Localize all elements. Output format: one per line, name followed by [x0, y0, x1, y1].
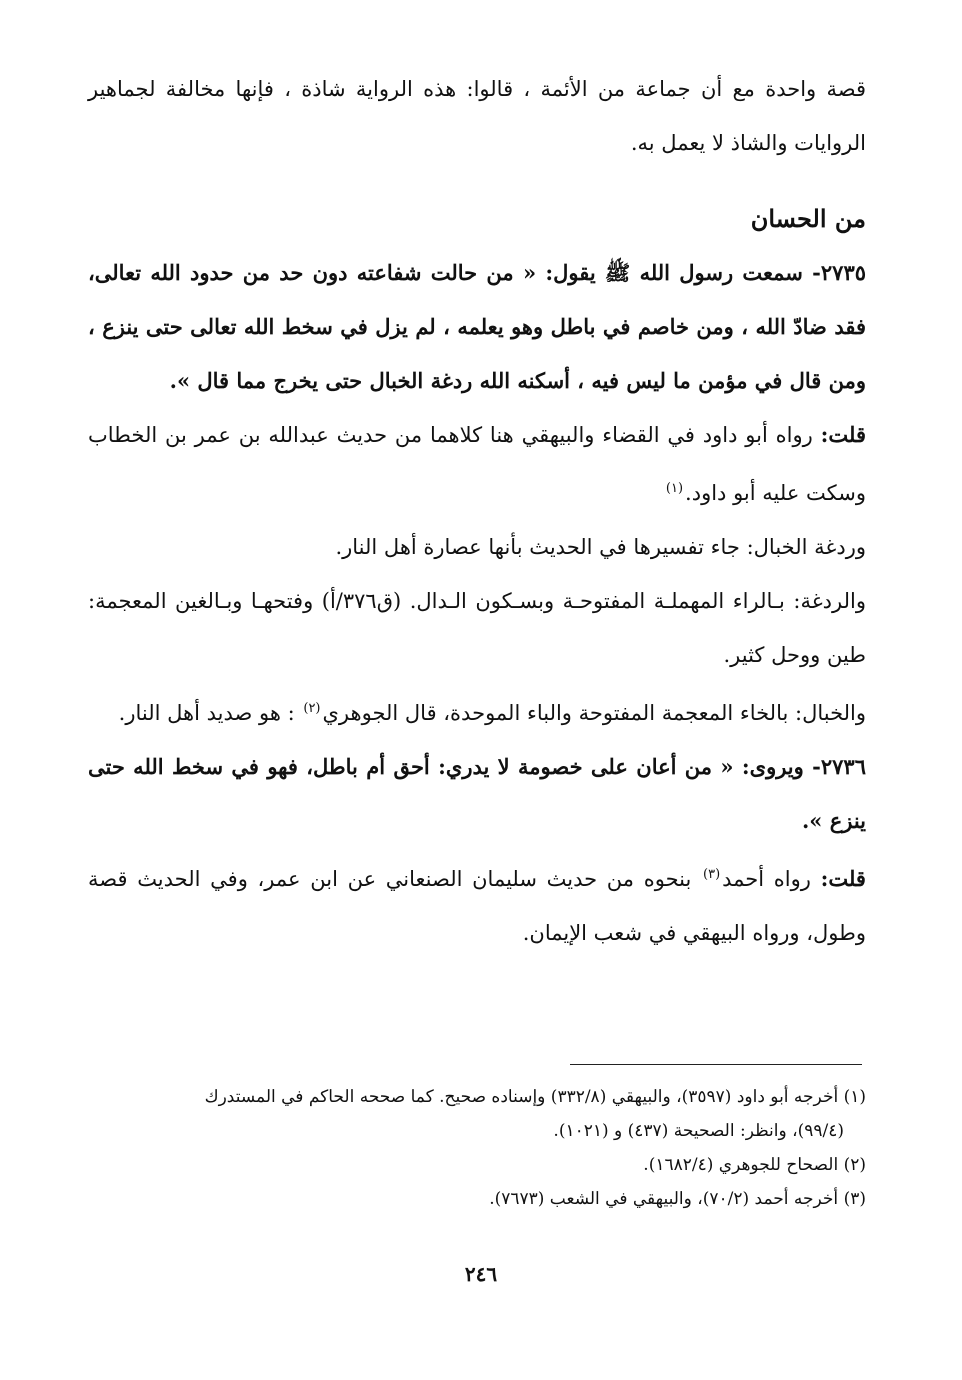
comment-2735 — [88, 408, 866, 520]
footnote-text: أخرجه أحمد (٧٠/٢)، والبيهقي في الشعب (٧٦٧٣). — [489, 1189, 839, 1209]
footnote-text: أخرجه أبو داود (٣٥٩٧)، والبيهقي (٣٣٢/٨) وإسناده صحيح. كما صححه الحاكم في المستدرك — [204, 1087, 839, 1107]
note-khabal-definition: : هو صديد أهل النار. — [118, 701, 295, 725]
page-number: ٢٤٦ — [464, 1262, 498, 1286]
footnote-marker: (٢) — [843, 1155, 866, 1175]
note-radgha-alkhabal: وردغة الخبال: جاء تفسيرها في الحديث بأنها عصارة أهل النار. — [335, 535, 866, 559]
comment-text: رواه أبو داود في القضاء والبيهقي هنا كلاهما من حديث عبدالله بن عمر بن الخطاب وسكت عليه أبو داود. — [88, 423, 866, 505]
hadith-text: ويروى: « من أعان على خصومة لا يدري: أحق أم باطل، فهو في سخط الله حتى ينزع ». — [88, 754, 866, 833]
comment-label: قلت: — [820, 866, 866, 891]
hadith-2736 — [88, 740, 866, 848]
hadith-2735 — [88, 246, 866, 408]
page-body — [88, 62, 866, 960]
footnote-1 — [88, 1080, 866, 1114]
comment-text-rest: بنحوه من حديث سليمان الصنعاني عن ابن عمر، وفي الحديث قصة وطول، ورواه البيهقي في شعب الإيمان. — [88, 867, 866, 945]
footnote-3 — [88, 1182, 866, 1216]
comment-2736 — [88, 848, 866, 960]
note-khabal-text: والخبال: بالخاء المعجمة المفتوحة والباء الموحدة، قال الجوهري — [322, 701, 866, 725]
hadith-text: سمعت رسول الله ﷺ يقول: « من حالت شفاعته دون حد من حدود الله تعالى، فقد ضادّ الله ، ومن خاصم في باطل وهو يعلمه ، لم يزل في سخط الله تعالى حتى ينزع ، ومن قال في مؤمن ما ليس فيه ، أسكنه الله ردغة الخبال حتى يخرج مما قال ». — [88, 260, 866, 393]
intro-paragraph: قصة واحدة مع أن جماعة من الأئمة ، قالوا: هذه الرواية شاذة ، فإنها مخالفة لجماهير الروايات والشاذ لا يعمل به. — [88, 77, 866, 155]
footnotes — [88, 1080, 866, 1216]
hadith-number: ٢٧٣٦- — [812, 754, 866, 779]
footnote-marker-1: (١) — [665, 481, 684, 496]
footnote-marker: (٣) — [843, 1189, 866, 1209]
footnote-marker-3: (٣) — [703, 867, 721, 882]
comment-text-start: رواه أحمد — [722, 867, 811, 891]
note-alkhabal — [88, 682, 866, 740]
footnote-marker: (١) — [843, 1087, 866, 1107]
note-alradgha: والردغة: بـالراء المهملـة المفتوحـة وبسـكون الـدال. (ق٣٧٦/أ) وفتحهـا وبـالغين المعجمة: طين ووحل كثير. — [88, 589, 866, 667]
comment-label: قلت: — [820, 422, 866, 447]
footnote-2 — [88, 1148, 866, 1182]
footnote-marker-2: (٢) — [303, 701, 321, 716]
hadith-number: ٢٧٣٥- — [812, 260, 867, 285]
section-heading: من الحسان — [750, 204, 866, 233]
footnote-1-continuation: (٩٩/٤)، وانظر: الصحيحة (٤٣٧) و (١٠٢١). — [553, 1121, 844, 1141]
footnote-text: الصحاح للجوهري (١٦٨٢/٤). — [643, 1155, 839, 1175]
footnote-separator — [570, 1064, 862, 1065]
